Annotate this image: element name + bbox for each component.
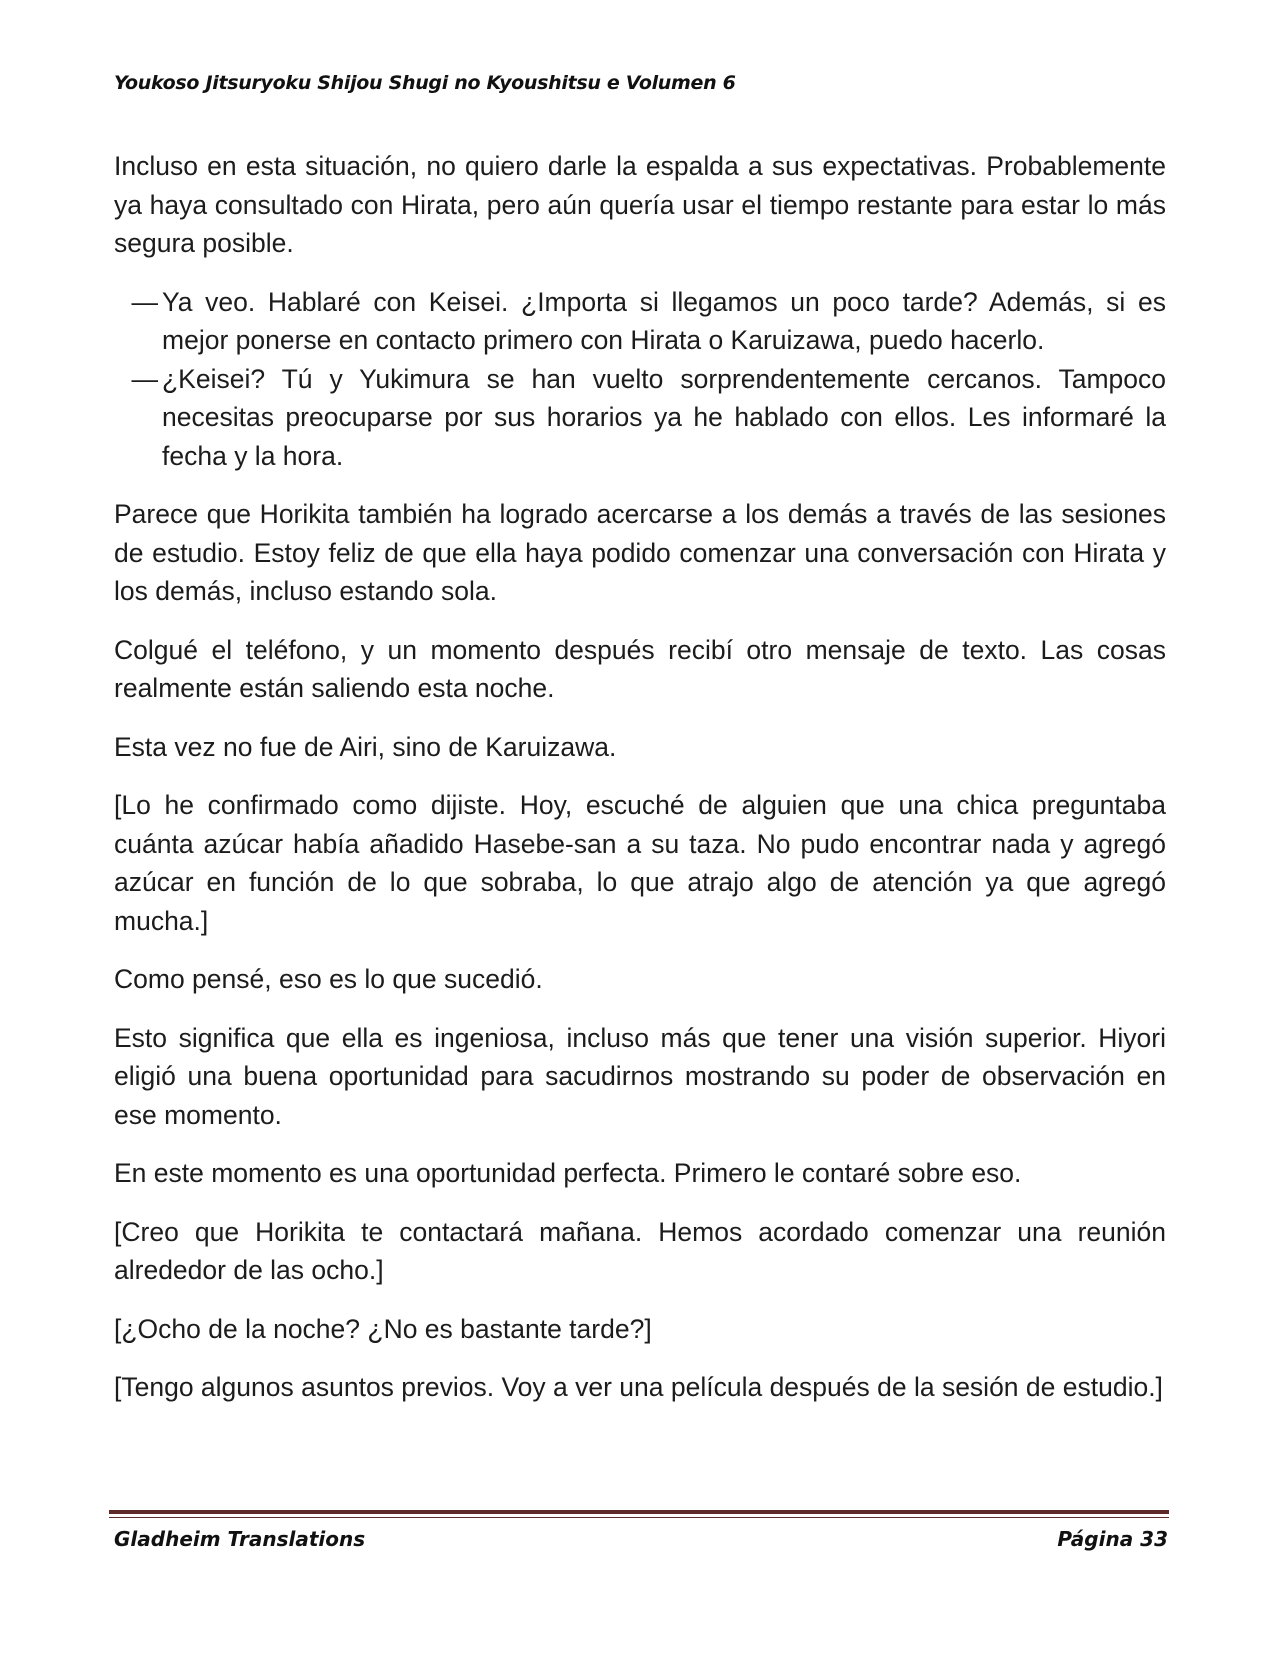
dialogue-line-1 <box>114 283 1166 360</box>
paragraph-6: Como pensé, eso es lo que sucedió. <box>114 964 543 994</box>
paragraph-8: En este momento es una oportunidad perfecta. Primero le contaré sobre eso. <box>114 1158 1022 1188</box>
footer-page-number: Página 33 <box>1057 1527 1168 1551</box>
paragraph-11-text-message: [Tengo algunos asuntos previos. Voy a ver una película después de la sesión de estudio.] <box>114 1372 1163 1402</box>
footer-translator: Gladheim Translations <box>114 1527 366 1551</box>
page-body <box>114 147 1166 1427</box>
paragraph-5-text-message: [Lo he confirmado como dijiste. Hoy, escuché de alguien que una chica preguntaba cuánta azúcar había añadido Hasebe-san a su taza. No pudo encontrar nada y agregó azúcar en función de lo que sobraba, lo que atrajo algo de atención ya que agregó mucha.] <box>114 790 1166 936</box>
paragraph-2: Parece que Horikita también ha logrado acercarse a los demás a través de las sesiones de estudio. Estoy feliz de que ella haya podido comenzar una conversación con Hirata y los demás, incluso estando sola. <box>114 499 1166 606</box>
paragraph-9-text-message: [Creo que Horikita te contactará mañana. Hemos acordado comenzar una reunión alrededor de las ocho.] <box>114 1216 1166 1285</box>
dialogue-block <box>114 283 1166 476</box>
dialogue-dash: — <box>131 363 158 394</box>
footer-rule-thin <box>109 1517 1169 1518</box>
paragraph-1: Incluso en esta situación, no quiero darle la espalda a sus expectativas. Probablemente ya haya consultado con Hirata, pero aún quería usar el tiempo restante para estar lo más segura posible. <box>114 151 1166 258</box>
dialogue-dash: — <box>131 286 158 317</box>
paragraph-4: Esta vez no fue de Airi, sino de Karuizawa. <box>114 731 617 762</box>
dialogue-text: Ya veo. Hablaré con Keisei. ¿Importa si llegamos un poco tarde? Además, si es mejor ponerse en contacto primero con Hirata o Karuizawa, puedo hacerlo. <box>162 286 1166 355</box>
dialogue-line-2 <box>114 360 1166 476</box>
paragraph-3: Colgué el teléfono, y un momento después recibí otro mensaje de texto. Las cosas realmente están saliendo esta noche. <box>114 634 1166 703</box>
paragraph-7: Esto significa que ella es ingeniosa, incluso más que tener una visión superior. Hiyori eligió una buena oportunidad para sacudirnos mostrando su poder de observación en ese momento. <box>114 1022 1166 1130</box>
paragraph-10-text-message: [¿Ocho de la noche? ¿No es bastante tarde?] <box>114 1313 652 1344</box>
footer-rule-thick <box>109 1510 1169 1514</box>
running-header: Youkoso Jitsuryoku Shijou Shugi no Kyoushitsu e Volumen 6 <box>114 72 736 94</box>
dialogue-text: ¿Keisei? Tú y Yukimura se han vuelto sorprendentemente cercanos. Tampoco necesitas preocuparse por sus horarios ya he hablado con ellos. Les informaré la fecha y la hora. <box>162 363 1166 471</box>
